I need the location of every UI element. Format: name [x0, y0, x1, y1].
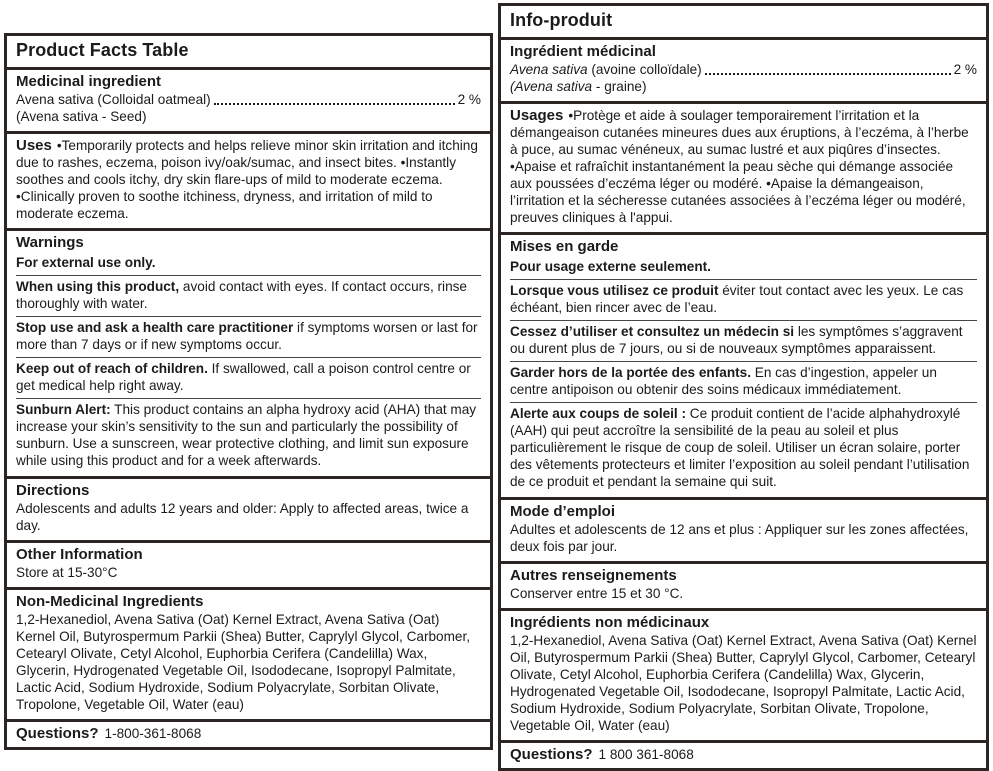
ingredient-latin-name: Avena sativa [510, 62, 588, 77]
ingredient-latin-source: (Avena sativa [510, 79, 593, 94]
uses-paragraph-fr [510, 107, 977, 226]
warning-entry [510, 256, 977, 280]
warning-entry [510, 403, 977, 491]
ingredient-common-name: (avoine colloïdale) [587, 62, 702, 77]
directions-heading-fr: Mode d’emploi [510, 503, 615, 520]
ingredient-name-fr [510, 61, 702, 78]
section-directions-en [7, 476, 490, 540]
questions-phone-en: 1-800-361-8068 [104, 726, 202, 741]
medicinal-heading-fr: Ingrédient médicinal [510, 43, 656, 60]
table-title-row-en [7, 36, 490, 67]
directions-body-fr: Adultes et adolescents de 12 ans et plus : Appliquer sur les zones affectées, deux fois par jour. [510, 522, 969, 554]
directions-body-en: Adolescents and adults 12 years and older: Apply to affected areas, twice a day. [16, 501, 469, 533]
other-info-heading-en: Other Information [16, 546, 143, 563]
medicinal-heading-en: Medicinal ingredient [16, 73, 162, 90]
warning-bold-lead: Alerte aux coups de soleil : [510, 406, 687, 421]
section-directions-fr [501, 497, 986, 561]
dot-leader [705, 73, 951, 75]
ingredient-source-rest: - graine) [592, 79, 647, 94]
uses-body-fr: •Protège et aide à soulager temporairement l’irritation et la démangeaison cutanées mineures dues aux éruptions, à l’eczéma, à l’herbe à puce, au sumac vénéneux, au sumac lustré et aux piqûres d’insectes. •Apaise et rafraîchit instantanément la peau sèche qui démange associée aux poussées d’eczéma léger ou modéré. •Apaise la démangeaison, l’irritation et la sécheresse cutanées associées à l’eczéma léger ou modéré, preuves cliniques à l'appui. [510, 108, 969, 225]
section-warnings-en [7, 228, 490, 476]
warning-bold-lead: For external use only. [16, 255, 156, 270]
table-title-row-fr [501, 6, 986, 37]
warning-text: Ce produit contient de l’acide alphahydroxylé (AAH) qui peut accroître la sensibilité de la peau au soleil et plus particulièrement le risque de coup de soleil. Utiliser un écran solaire, porter des vêtements protecteurs et limiter l’exposition au soleil pendant l’utilisation de ce produit et pendant la semaine qui suit. [510, 406, 970, 489]
ingredient-source-fr [510, 78, 977, 95]
warning-entry [16, 358, 481, 399]
warning-bold-lead: Keep out of reach of children. [16, 361, 208, 376]
warning-bold-lead: Stop use and ask a health care practitioner [16, 320, 294, 335]
warning-text: En cas d’ingestion, appeler un centre antipoison ou obtenir des soins médicaux immédiatement. [510, 365, 937, 397]
warning-entry [510, 321, 977, 362]
warning-entry [16, 252, 481, 276]
uses-body-en: •Temporarily protects and helps relieve minor skin irritation and itching due to rashes, eczema, poison ivy/oak/sumac, and insect bites. •Instantly soothes and cools itchy, dry skin flare-ups of mild to moderate eczema. •Clinically proven to soothe itchiness, dryness, and irritation of mild to moderate eczema. [16, 138, 478, 221]
section-medicinal-ingredient-fr [501, 37, 986, 101]
warning-text: if symptoms worsen or last for more than 7 days or if new symptoms occur. [16, 320, 478, 352]
other-info-body-en: Store at 15-30°C [16, 565, 118, 580]
warning-entry [16, 399, 481, 470]
questions-phone-fr: 1 800 361-8068 [598, 747, 694, 762]
questions-heading-en: Questions? [16, 725, 99, 742]
warning-text: This product contains an alpha hydroxy acid (AHA) that may increase your skin’s sensitivity to the sun and particularly the possibility of sunburn. Use a sunscreen, wear protective clothing, and limit sun exposure while using this product and for a week afterwards. [16, 402, 477, 468]
non-medicinal-heading-en: Non-Medicinal Ingredients [16, 593, 204, 610]
ingredient-percent-fr: 2 % [953, 62, 977, 77]
warning-text: avoid contact with eyes. If contact occurs, rinse thoroughly with water. [16, 279, 467, 311]
section-questions-fr [501, 740, 986, 768]
section-questions-en [7, 719, 490, 747]
warnings-heading-fr: Mises en garde [510, 238, 619, 255]
warning-bold-lead: Garder hors de la portée des enfants. [510, 365, 751, 380]
medicinal-ingredient-row-en [16, 91, 481, 108]
medicinal-ingredient-row-fr [510, 61, 977, 78]
non-medicinal-heading-fr: Ingrédients non médicinaux [510, 614, 710, 631]
warning-entry [16, 276, 481, 317]
warnings-heading-en: Warnings [16, 234, 84, 251]
product-facts-table-en [4, 33, 493, 750]
section-uses-fr [501, 101, 986, 232]
section-non-medicinal-fr [501, 608, 986, 740]
section-other-information-fr [501, 561, 986, 608]
dot-leader [214, 103, 455, 105]
warning-text: les symptômes s’aggravent ou durent plus de 7 jours, ou si de nouveaux symptômes apparaissent. [510, 324, 963, 356]
ingredient-percent-en: 2 % [457, 92, 481, 107]
warning-bold-lead: When using this product, [16, 279, 180, 294]
other-info-heading-fr: Autres renseignements [510, 567, 677, 584]
warning-entry [16, 317, 481, 358]
uses-heading-fr: Usages [510, 107, 564, 124]
other-info-body-fr: Conserver entre 15 et 30 °C. [510, 586, 684, 601]
warning-entry [510, 280, 977, 321]
directions-heading-en: Directions [16, 482, 90, 499]
warning-text: If swallowed, call a poison control centre or get medical help right away. [16, 361, 471, 393]
non-medicinal-body-en: 1,2-Hexanediol, Avena Sativa (Oat) Kernel Extract, Avena Sativa (Oat) Kernel Oil, Butyrospermum Parkii (Shea) Butter, Caprylyl Glycol, Carbomer, Cetearyl Olivate, Cetyl Alcohol, Euphorbia Cerifera (Candelilla) Wax, Glycerin, Hydrogenated Vegetable Oil, Isododecane, Isopropyl Palmitate, Lactic Acid, Sodium Hydroxide, Sodium Polyacrylate, Sorbitan Olivate, Tropolone, Vegetable Oil, Water (eau) [16, 612, 471, 712]
warning-entry [510, 362, 977, 403]
warning-bold-lead: Cessez d’utiliser et consultez un médecin si [510, 324, 795, 339]
uses-heading-en: Uses [16, 137, 52, 154]
ingredient-source-en: (Avena sativa - Seed) [16, 109, 147, 124]
section-uses-en [7, 131, 490, 228]
section-medicinal-ingredient-en [7, 67, 490, 131]
table-title-en: Product Facts Table [16, 40, 189, 60]
non-medicinal-body-fr: 1,2-Hexanediol, Avena Sativa (Oat) Kernel Extract, Avena Sativa (Oat) Kernel Oil, Butyrospermum Parkii (Shea) Butter, Caprylyl Glycol, Carbomer, Cetearyl Olivate, Cetyl Alcohol, Euphorbia Cerifera (Candelilla) Wax, Glycerin, Hydrogenated Vegetable Oil, Isododecane, Isopropyl Palmitate, Lactic Acid, Sodium Hydroxide, Sodium Polyacrylate, Sorbitan Olivate, Tropolone, Vegetable Oil, Water (eau) [510, 633, 977, 733]
warning-bold-lead: Sunburn Alert: [16, 402, 111, 417]
section-warnings-fr [501, 232, 986, 497]
warning-bold-lead: Pour usage externe seulement. [510, 259, 711, 274]
uses-paragraph-en [16, 137, 481, 222]
section-other-information-en [7, 540, 490, 587]
questions-heading-fr: Questions? [510, 746, 593, 763]
table-title-fr: Info-produit [510, 10, 613, 30]
warning-bold-lead: Lorsque vous utilisez ce produit [510, 283, 719, 298]
section-non-medicinal-en [7, 587, 490, 719]
ingredient-name-en: Avena sativa (Colloidal oatmeal) [16, 92, 211, 107]
product-facts-table-fr [498, 3, 989, 771]
warning-text: éviter tout contact avec les yeux. Le cas échéant, bien rincer avec de l’eau. [510, 283, 964, 315]
